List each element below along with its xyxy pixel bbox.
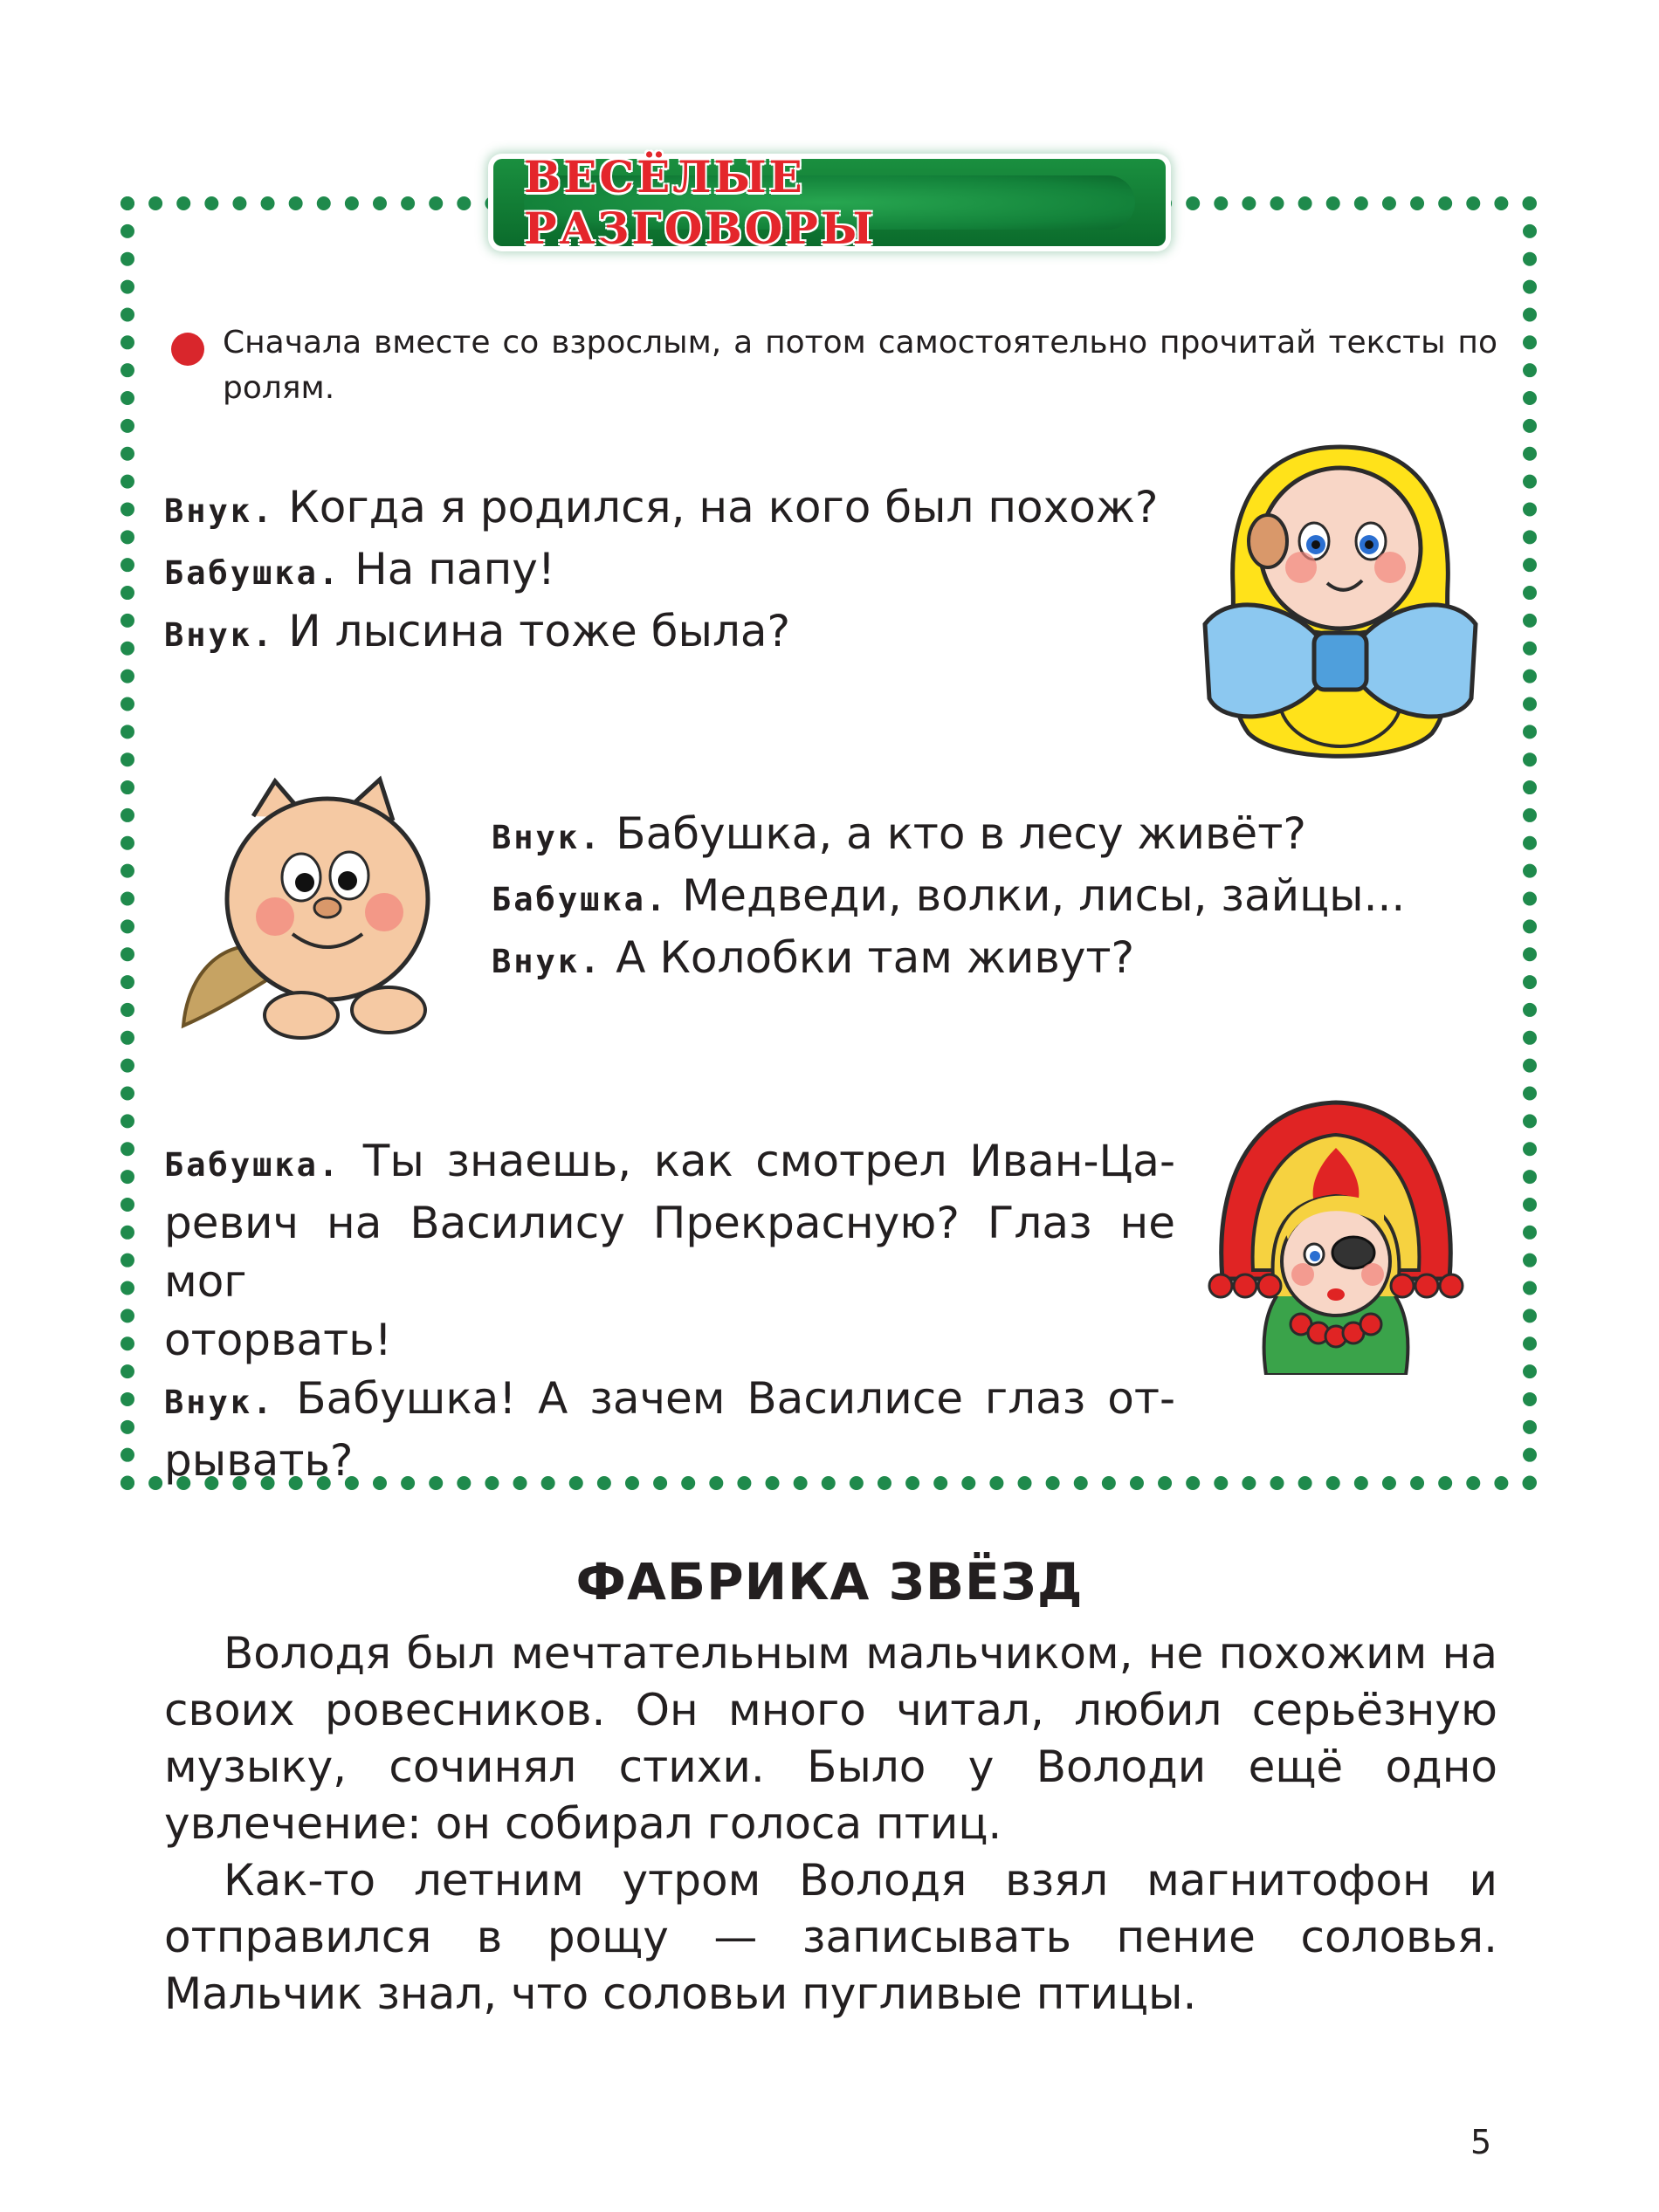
dialog-line [164, 478, 1158, 540]
bullet-icon [171, 333, 204, 366]
speaker-label: Бабушка. [492, 881, 669, 918]
replica: И лысина тоже была? [274, 606, 791, 656]
dialog-3 [164, 1132, 1175, 1490]
replica-continuation: оторвать! [164, 1315, 392, 1365]
dialog-line [492, 929, 1405, 991]
dialog-1 [164, 478, 1158, 664]
replica: А Колобки там живут? [602, 932, 1135, 983]
instruction-text: Сначала вместе со взрослым, а потом самостоятельно прочитай тексты по ролям. [223, 325, 1497, 406]
speaker-label: Внук. [164, 492, 275, 530]
dialog-line [492, 805, 1405, 867]
kolobok-illustration [170, 773, 485, 1052]
dialog-line [164, 1370, 1175, 1432]
story-title: ФАБРИКА ЗВЁЗД [575, 1552, 1084, 1611]
story-body [164, 1625, 1497, 2023]
replica-continuation: рывать? [164, 1435, 354, 1486]
dialog-line [164, 540, 1158, 602]
replica-continuation: ревич на Василису Прекрасную? Глаз не мог [164, 1198, 1175, 1307]
replica: Когда я родился, на кого был похож? [274, 482, 1159, 532]
page-number: 5 [1470, 2123, 1492, 2161]
speaker-label: Бабушка. [164, 554, 341, 592]
speaker-label: Бабушка. [164, 1146, 341, 1184]
dialog-line [164, 1194, 1175, 1311]
dialog-line [492, 867, 1405, 929]
replica: На папу! [341, 544, 555, 594]
replica: Медведи, волки, лисы, зайцы... [668, 870, 1406, 921]
replica: Ты знаешь, как смотрел Иван-Ца- [341, 1136, 1175, 1186]
story-paragraph: Володя был мечтательным мальчиком, не похожим на своих ровесников. Он много читал, любил серьёзную музыку, сочинял стихи. Было у Володи ещё одно увлечение: он собирал голоса птиц. [164, 1628, 1497, 1849]
speaker-label: Внук. [164, 616, 275, 654]
banner-plate [524, 151, 1135, 254]
dialog-line [164, 1311, 1175, 1370]
speaker-label: Внук. [164, 1384, 275, 1421]
replica: Бабушка, а кто в лесу живёт? [602, 808, 1306, 859]
story-paragraph: Как-то летним утром Володя взял магнитофон и отправился в рощу — записывать пение соловья. Мальчик знал, что соловьи пугливые птицы. [164, 1855, 1497, 2019]
replica: Бабушка! А зачем Василисе глаз от- [274, 1373, 1175, 1424]
dialog-line [164, 602, 1158, 664]
dialog-line [164, 1132, 1175, 1194]
baby-doll-illustration [1196, 436, 1484, 768]
kokoshnik-girl-illustration [1205, 1096, 1467, 1375]
dialog-2 [492, 805, 1405, 991]
dialog-line [164, 1432, 1175, 1490]
speaker-label: Внук. [492, 819, 602, 856]
section-banner [493, 151, 1166, 254]
banner-title: ВЕСЁЛЫЕ РАЗГОВОРЫ [524, 151, 876, 254]
speaker-label: Внук. [492, 943, 602, 980]
